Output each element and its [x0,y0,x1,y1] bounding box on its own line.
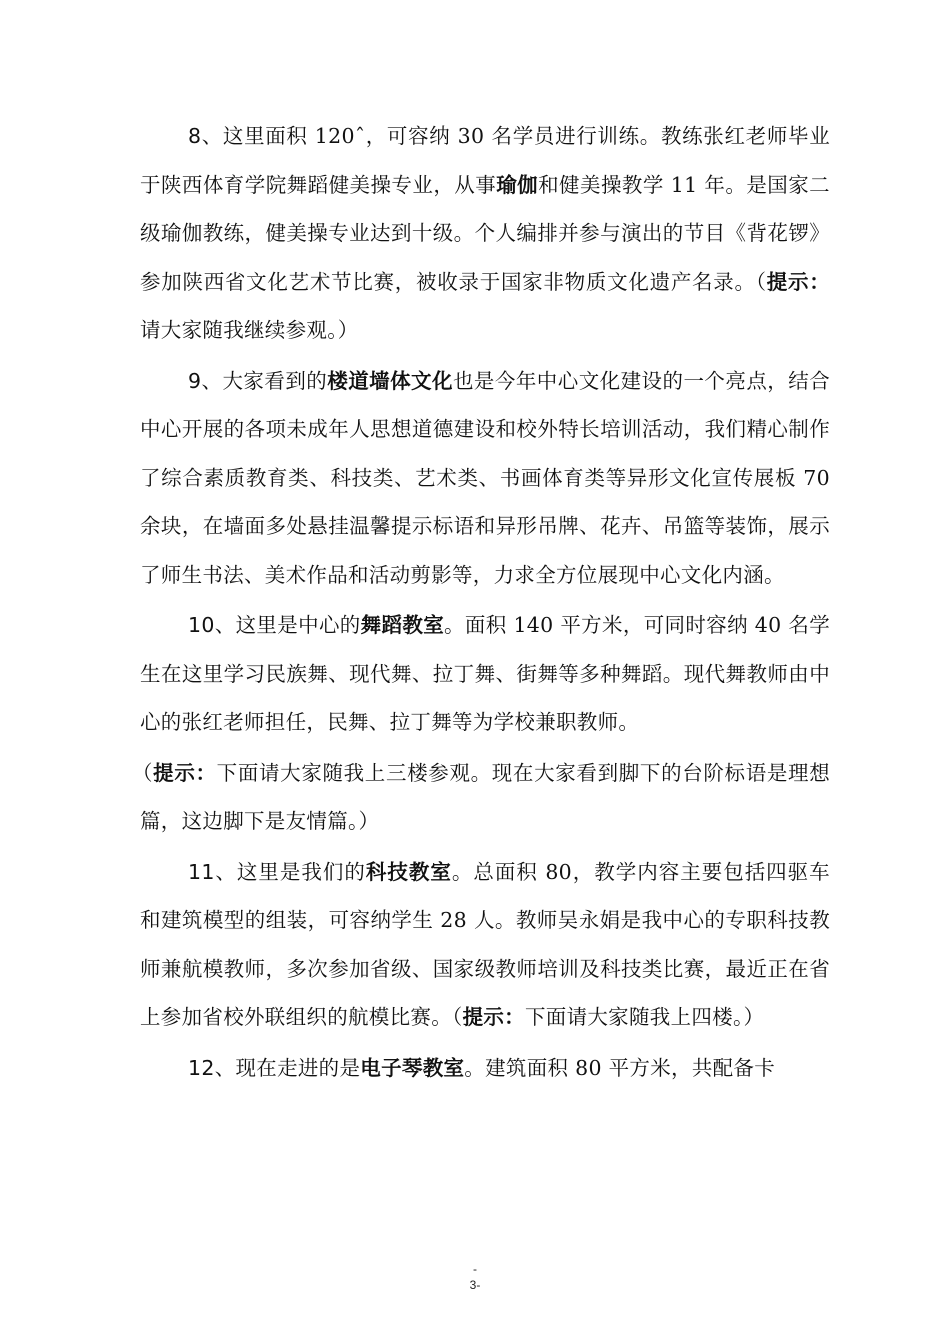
paragraph-p9 [140,357,830,600]
paragraph-p11 [140,848,830,1042]
paragraph-p12 [140,1044,830,1093]
item-number: 12 [188,1055,215,1080]
item-number: 8 [188,124,202,148]
bold-text: 电子琴教室 [360,1055,465,1080]
body-text: 也是今年中心文化建设的一个亮点，结合中心开展的各项未成年人思想道德建设和校外特长培训活动，我们精心制作了综合素质教育类、科技类、艺术类、书画体育类等异形文化宣传展板 70 余块，在墙面多处悬挂温馨提示标语和异形吊牌、花卉、吊篮等装饰，展示了师生书法、美术作品和活动剪影等，力求全方位展现中心文化内涵。 [140,368,830,587]
body-text: 。面积 140 平方米，可同时容纳 40 名学生在这里学习民族舞、现代舞、拉丁舞、街舞等多种舞蹈。现代舞教师由中心的张红老师担任，民舞、拉丁舞等为学校兼职教师。 [140,613,830,734]
body-text: 请大家随我继续参观。） [140,318,359,342]
body-text: （ [132,760,154,785]
body-text: 下面请大家随我上四楼。） [524,1005,765,1029]
paragraph-p10-tip [132,749,831,846]
bold-text: 科技教室 [365,859,452,884]
document-body [132,112,831,1094]
body-text: 、现在走进的是 [214,1055,361,1080]
body-text: 、大家看到的 [201,368,328,393]
body-text: 。建筑面积 80 平方米，共配备卡 [464,1055,776,1080]
body-text: 、这里是中心的 [214,613,361,637]
bold-text: 楼道墙体文化 [327,368,453,393]
item-number: 11 [188,859,215,884]
bold-text: 瑜伽 [496,172,539,197]
page-number: 3- [469,1278,481,1292]
body-text: 和健美操教学 11 年。是国家二级瑜伽教练，健美操专业达到十级。个人编排并参与演出的节目《背花锣》参加陕西省文化艺术节比赛，被收录于国家非物质文化遗产名录。（ [140,172,830,294]
bold-text: 舞蹈教室 [360,613,445,637]
bold-text: 提示： [462,1005,525,1029]
paragraph-p8 [140,112,830,355]
bold-text: 提示： [766,269,830,294]
paragraph-p10 [140,601,830,747]
item-number: 9 [188,368,202,393]
footer-dash: - [473,1262,477,1276]
item-number: 10 [188,613,215,637]
bold-text: 提示： [153,760,217,785]
body-text: 、这里是我们的 [214,859,366,884]
body-text: 下面请大家随我上三楼参观。现在大家看到脚下的台阶标语是理想篇，这边脚下是友情篇。） [140,760,831,833]
body-text: 。总面积 80，教学内容主要包括四驱车和建筑模型的组装，可容纳学生 28 人。教师吴永娟是我中心的专职科技教师兼航模教师，多次参加省级、国家级教师培训及科技类比赛，最近正在省上参加省校外联组织的航模比赛。（ [140,859,830,1029]
body-text: 、这里面积 120ˆ，可容纳 30 名学员进行训练。教练张红老师毕业于陕西体育学院舞蹈健美操专业，从事 [140,124,830,197]
